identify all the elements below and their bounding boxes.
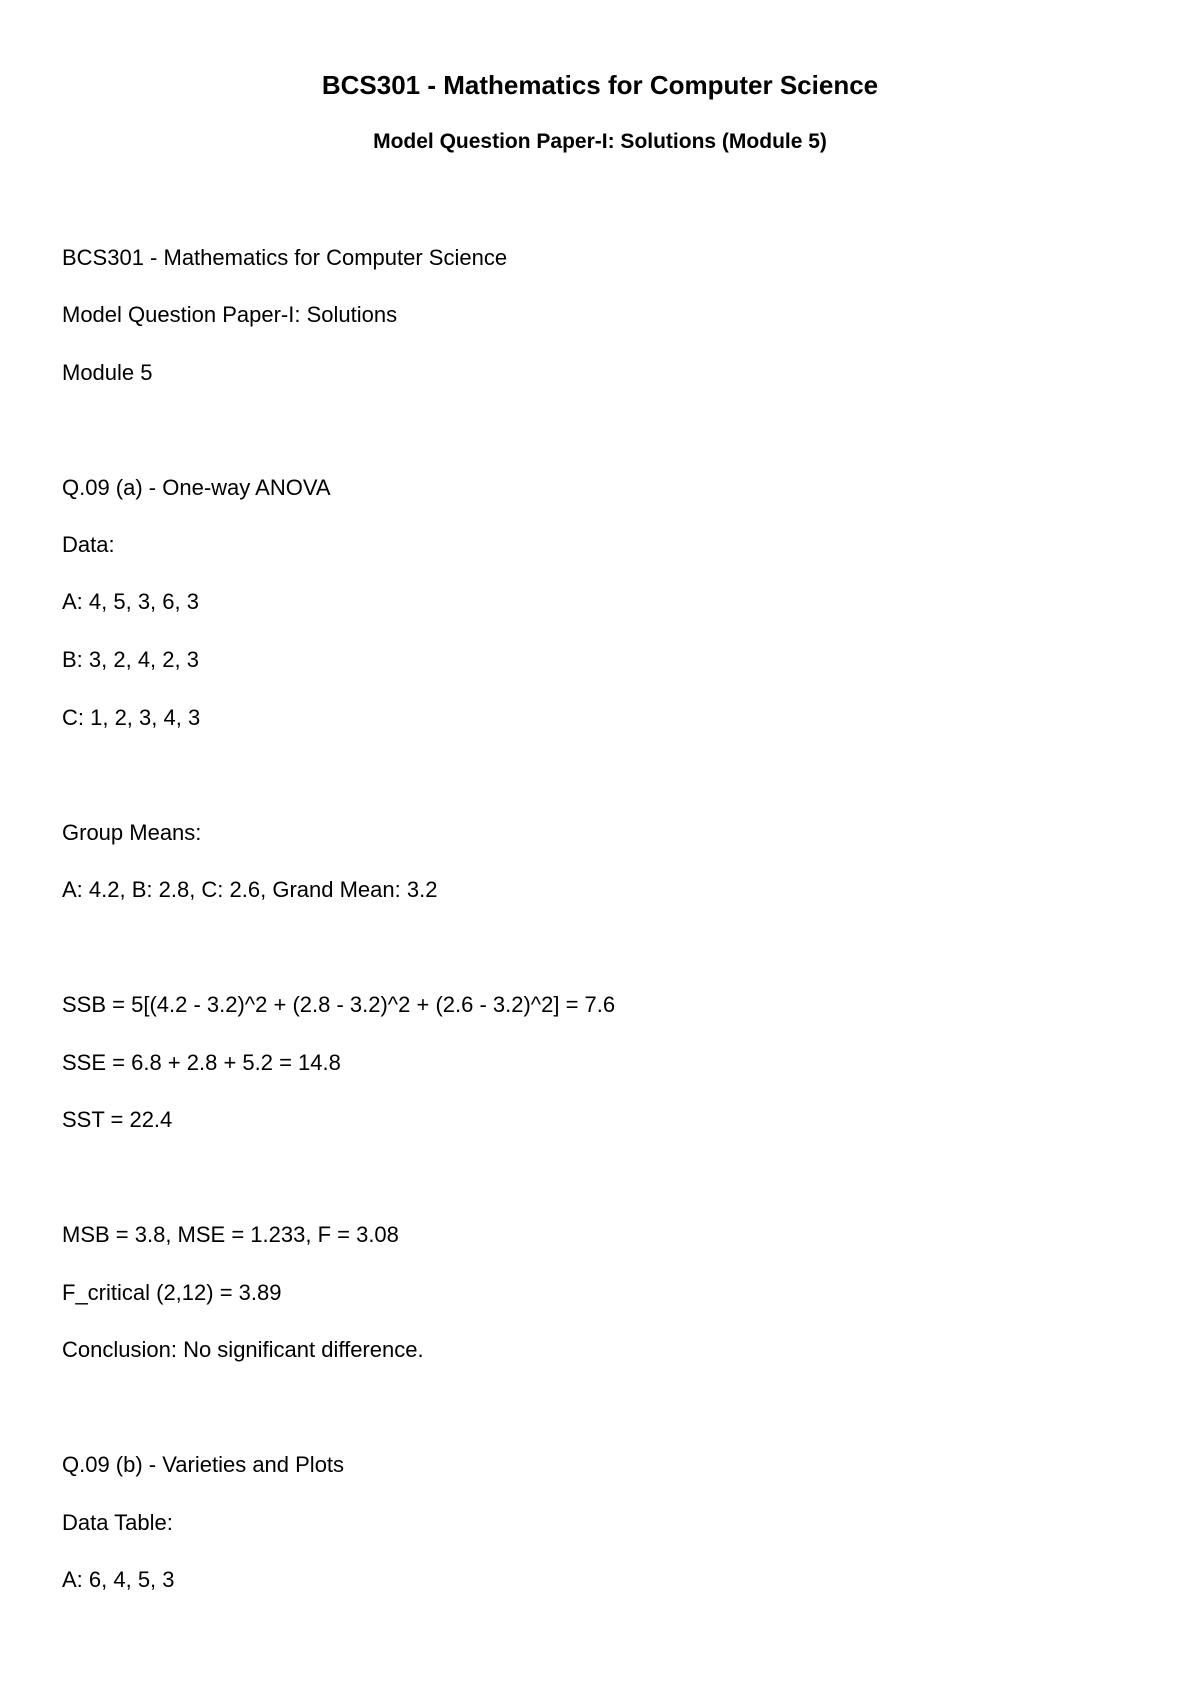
q9a-data-label: Data: — [62, 532, 115, 557]
intro-paper: Model Question Paper-I: Solutions — [62, 302, 398, 327]
q9a-ssb: SSB = 5[(4.2 - 3.2)^2 + (2.8 - 3.2)^2 + (2.6 - 3.2)^2] = 7.6 — [62, 992, 616, 1017]
page-title: BCS301 - Mathematics for Computer Science — [321, 70, 879, 100]
q9a-group-b: B: 3, 2, 4, 2, 3 — [62, 647, 199, 672]
page-subtitle: Model Question Paper-I: Solutions (Module 5) — [373, 130, 827, 153]
q9a-f-critical: F_critical (2,12) = 3.89 — [62, 1280, 282, 1305]
q9b-heading: Q.09 (b) - Varieties and Plots — [62, 1452, 345, 1477]
q9a-means-values: A: 4.2, B: 2.8, C: 2.6, Grand Mean: 3.2 — [62, 877, 438, 902]
q9b-table-label: Data Table: — [62, 1510, 173, 1535]
q9a-conclusion: Conclusion: No significant difference. — [62, 1337, 424, 1362]
intro-course: BCS301 - Mathematics for Computer Science — [62, 245, 508, 270]
q9a-heading: Q.09 (a) - One-way ANOVA — [62, 475, 331, 500]
q9a-sst: SST = 22.4 — [62, 1107, 173, 1132]
q9b-row-a: A: 6, 4, 5, 3 — [62, 1567, 175, 1592]
q9a-group-a: A: 4, 5, 3, 6, 3 — [62, 589, 199, 614]
q9a-ms-f: MSB = 3.8, MSE = 1.233, F = 3.08 — [62, 1222, 399, 1247]
intro-module: Module 5 — [62, 360, 153, 385]
q9a-sse: SSE = 6.8 + 2.8 + 5.2 = 14.8 — [62, 1050, 341, 1075]
q9a-group-c: C: 1, 2, 3, 4, 3 — [62, 705, 201, 730]
q9a-means-label: Group Means: — [62, 820, 202, 845]
